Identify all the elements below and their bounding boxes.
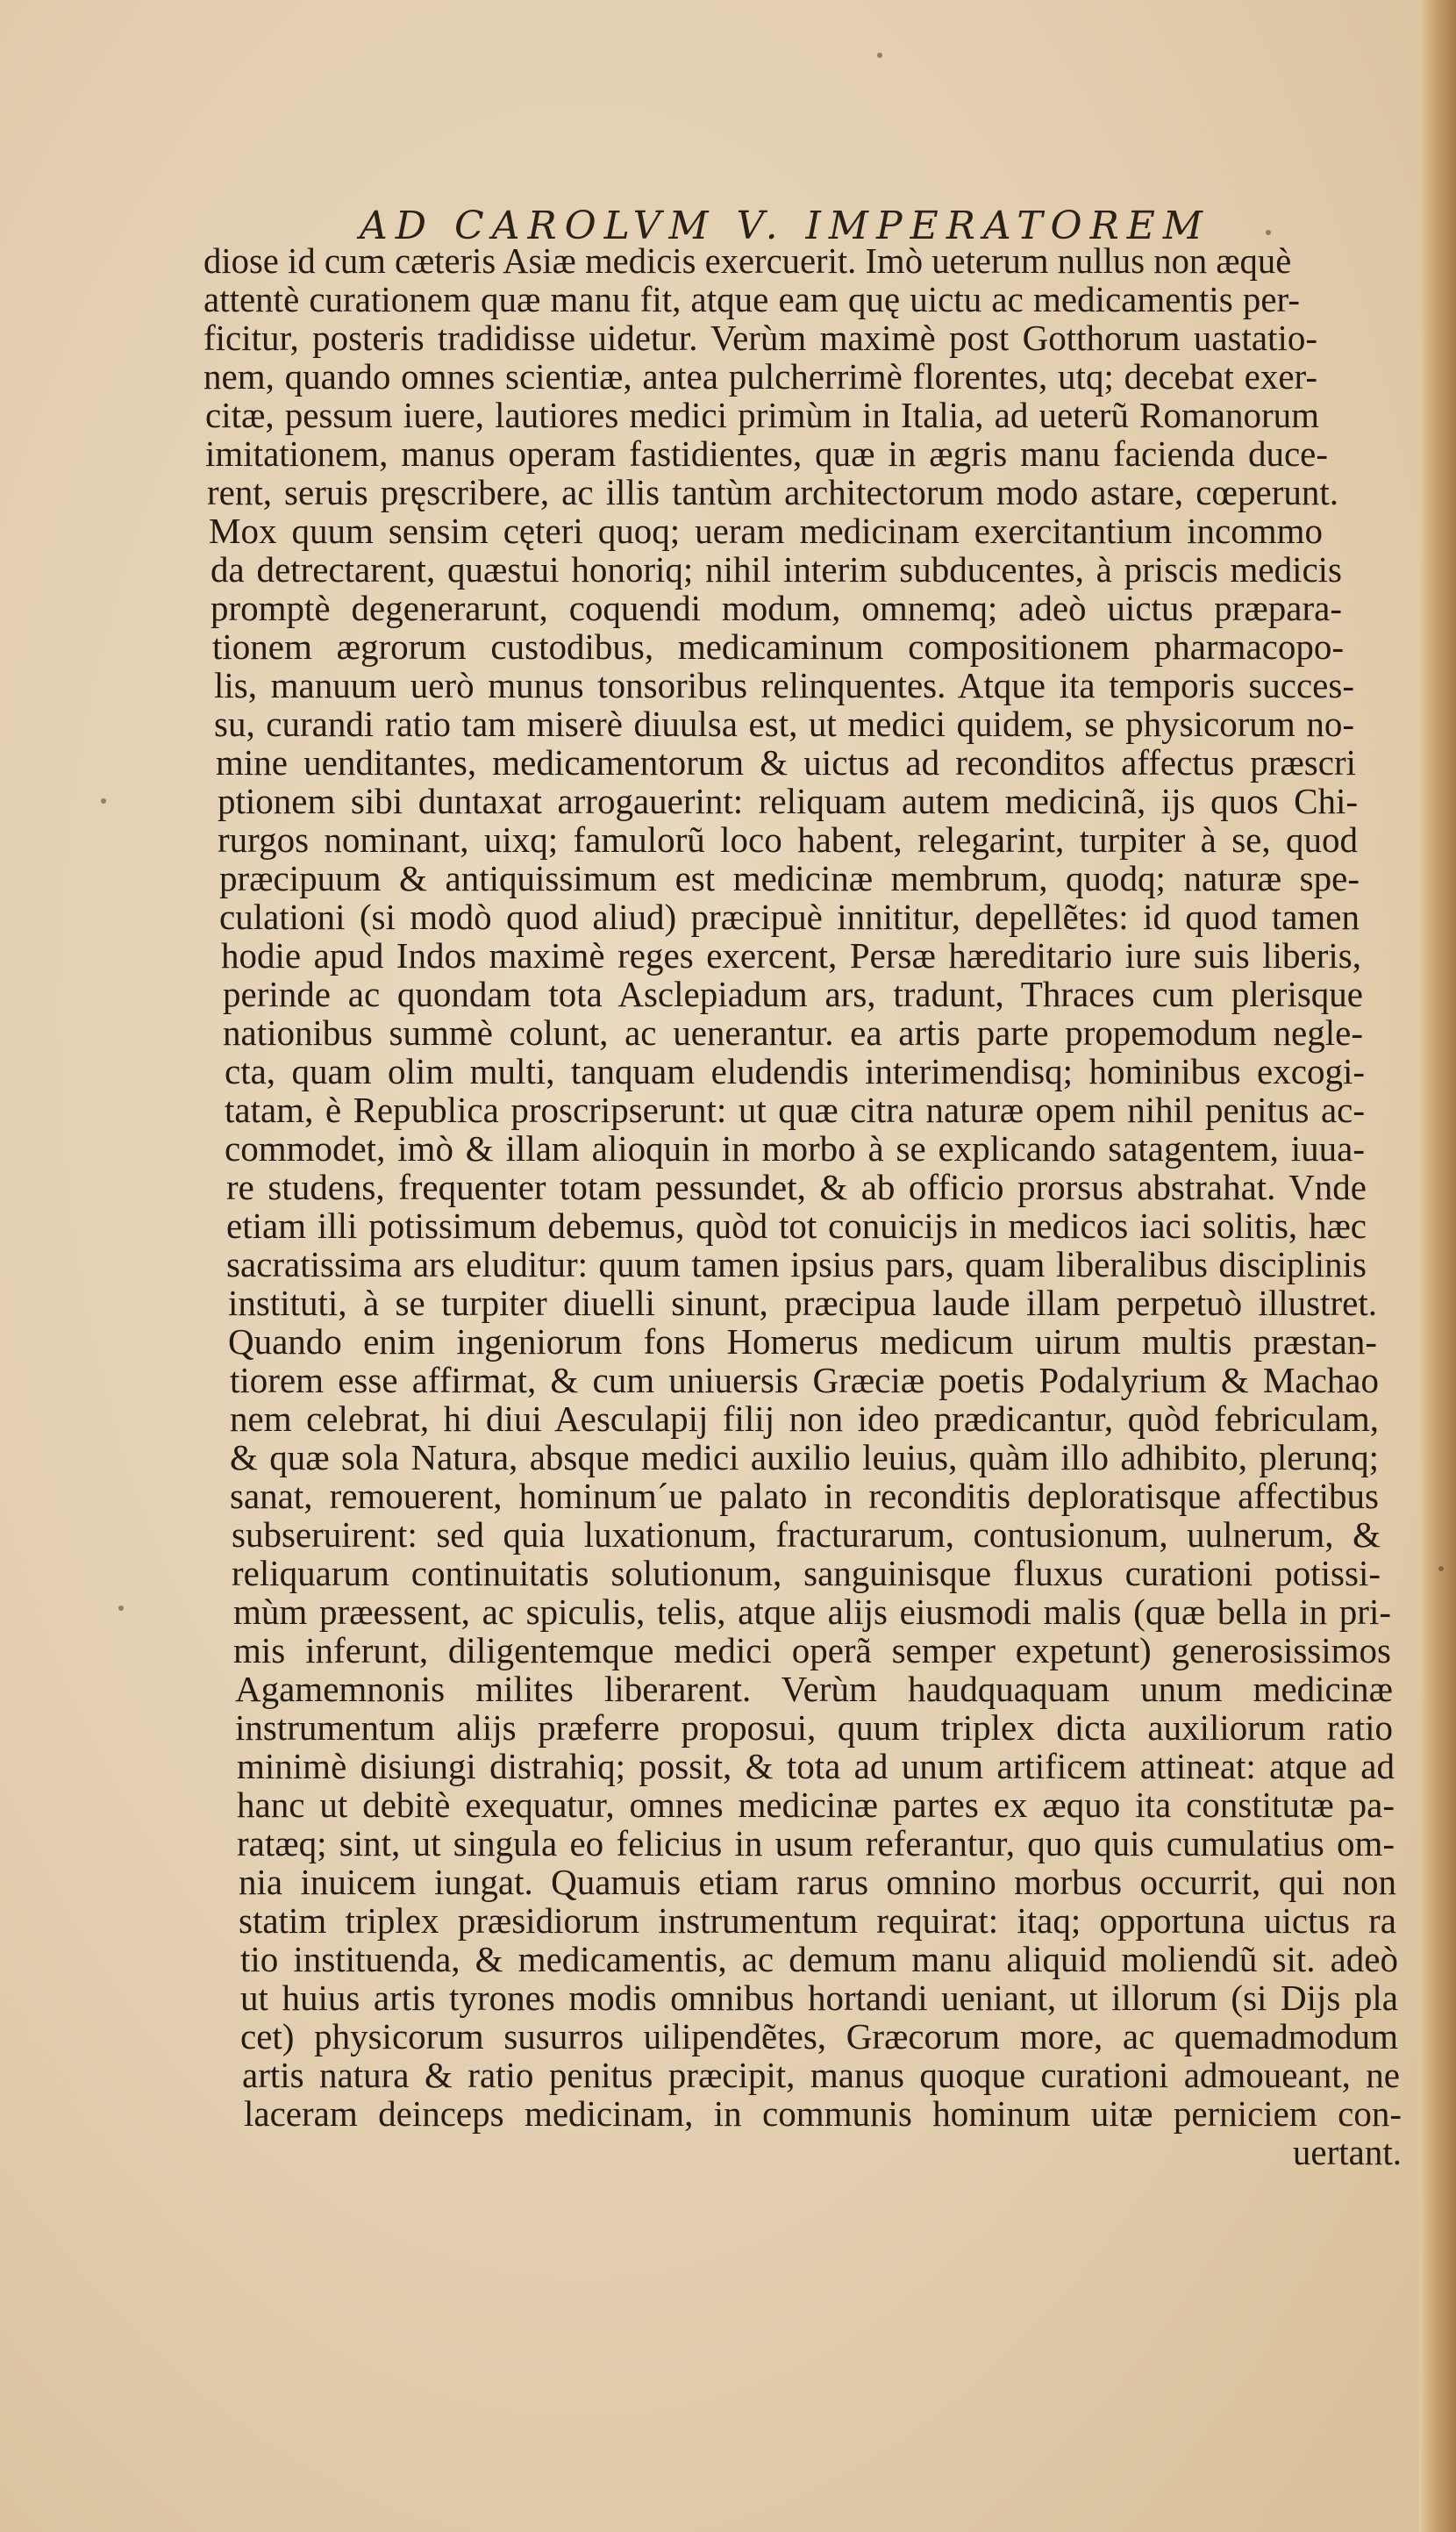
text-line: artis natura & ratio penitus præcipit, manus quoque curationi admoueant, ne xyxy=(242,2055,1400,2095)
ink-spot xyxy=(101,798,106,804)
text-line: ratæq; sint, ut singula eo felicius in usum referantur, quo quis cumulatius om- xyxy=(237,1823,1395,1863)
text-line: tatam, è Republica proscripserunt: ut quæ citra naturæ opem nihil penitus ac- xyxy=(225,1090,1365,1130)
running-head: AD CAROLVM V. IMPERATOREM xyxy=(360,204,1210,248)
text-line: hanc ut debitè exequatur, omnes medicinæ partes ex æquo ita constitutæ pa- xyxy=(237,1785,1395,1825)
text-line: rurgos nominant, uixq; famulorũ loco habent, relegarint, turpiter à se, quod xyxy=(218,819,1358,860)
text-line: mis inferunt, diligentemque medici operã semper expetunt) generosissimos xyxy=(233,1630,1391,1670)
text-line: culationi (si modò quod aliud) præcipuè innititur, depellẽtes: id quod tamen xyxy=(219,897,1360,937)
text-line: sacratissima ars eluditur: quum tamen ipsius pars, quam liberalibus disciplinis xyxy=(226,1244,1367,1284)
text-line: præcipuum & antiquissimum est medicinæ membrum, quodq; naturæ spe- xyxy=(219,858,1360,898)
text-line: statim triplex præsidiorum instrumentum requirat: itaq; opportuna uictus ra xyxy=(239,1900,1396,1941)
text-line: mùm præessent, ac spiculis, telis, atque alijs eiusmodi malis (quæ bella in pri- xyxy=(233,1591,1391,1632)
text-line: Mox quum sensim cęteri quoq; ueram medicinam exercitantium incommo xyxy=(209,511,1323,551)
text-line: nia inuicem iungat. Quamuis etiam rarus omnino morbus occurrit, qui non xyxy=(239,1862,1396,1902)
text-line: re studens, frequenter totam pessundet, & ab officio prorsus abstrahat. Vnde xyxy=(226,1167,1367,1207)
text-line: instituti, à se turpiter diuelli sinunt, præcipua laude illam perpetuò illustret. xyxy=(228,1283,1377,1323)
text-line: & quæ sola Natura, absque medici auxilio leuius, quàm illo adhibito, plerunq; xyxy=(230,1437,1379,1477)
ink-spot xyxy=(118,1606,124,1611)
text-line: laceram deinceps medicinam, in communis hominum uitæ perniciem con- xyxy=(244,2093,1402,2134)
text-line: reliquarum continuitatis solutionum, sanguinisque fluxus curationi potissi- xyxy=(232,1553,1381,1593)
text-line: tio instituenda, & medicamentis, ac demum manu aliquid moliendũ sit. adeò xyxy=(240,1939,1398,1979)
text-line: da detrectarent, quæstui honoriq; nihil interim subducentes, à priscis medicis xyxy=(211,549,1342,590)
text-line: perinde ac quondam tota Asclepiadum ars, tradunt, Thraces cum plerisque xyxy=(223,974,1363,1014)
text-line: subseruirent: sed quia luxationum, fracturarum, contusionum, uulnerum, & xyxy=(232,1514,1381,1555)
text-line: uertant. xyxy=(1292,2132,1402,2172)
text-line: instrumentum alijs præferre proposui, quum triplex dicta auxiliorum ratio xyxy=(235,1707,1393,1748)
page-edge xyxy=(1419,0,1456,2532)
text-line: Quando enim ingeniorum fons Homerus medicum uirum multis præstan- xyxy=(228,1321,1377,1362)
text-line: minimè disiungi distrahiq; possit, & tota ad unum artificem attineat: atque ad xyxy=(237,1746,1395,1786)
text-line: rent, seruis pręscribere, ac illis tantùm architectorum modo astare, cœperunt. xyxy=(207,472,1338,512)
ink-spot xyxy=(1266,230,1271,235)
text-line: promptè degenerarunt, coquendi modum, omnemq; adeò uictus præpara- xyxy=(211,588,1342,628)
text-line: sanat, remouerent, hominum´ue palato in reconditis deploratisque affectibus xyxy=(230,1476,1379,1516)
text-line: etiam illi potissimum debemus, quòd tot conuicijs in medicos iaci solitis, hæc xyxy=(226,1205,1367,1246)
text-line: attentè curationem quæ manu fit, atque eam quę uictu ac medicamentis per- xyxy=(203,279,1300,319)
text-line: diose id cum cæteris Asiæ medicis exercuerit. Imò ueterum nullus non æquè xyxy=(203,240,1292,281)
text-line: cta, quam olim multi, tanquam eludendis interimendisq; hominibus excogi- xyxy=(225,1051,1365,1091)
text-line: citæ, pessum iuere, lautiores medici primùm in Italia, ad ueterũ Romanorum xyxy=(205,395,1319,435)
text-line: imitationem, manus operam fastidientes, quæ in ægris manu facienda duce- xyxy=(205,433,1328,474)
text-line: mine uenditantes, medicamentorum & uictus ad reconditos affectus præscri xyxy=(216,742,1356,783)
text-line: hodie apud Indos maximè reges exercent, Persæ hæreditario iure suis liberis, xyxy=(221,935,1361,976)
text-line: ficitur, posteris tradidisse uidetur. Verùm maximè post Gotthorum uastatio- xyxy=(203,318,1317,358)
text-line: su, curandi ratio tam miserè diuulsa est, ut medici quidem, se physicorum no- xyxy=(214,704,1354,744)
text-line: ptionem sibi duntaxat arrogauerint: reliquam autem medicinã, ijs quos Chi- xyxy=(218,781,1358,821)
text-line: nem, quando omnes scientiæ, antea pulcherrimè florentes, utq; decebat exer- xyxy=(203,356,1317,397)
text-line: cet) physicorum susurros uilipendẽtes, Græcorum more, ac quemadmodum xyxy=(240,2016,1398,2056)
text-line: nationibus summè colunt, ac uenerantur. ea artis parte propemodum negle- xyxy=(223,1012,1363,1053)
ink-spot xyxy=(1438,1566,1444,1571)
text-line: nem celebrat, hi diui Aesculapij filij non ideo prædicantur, quòd febriculam, xyxy=(230,1398,1379,1439)
text-line: Agamemnonis milites liberarent. Verùm haudquaquam unum medicinæ xyxy=(235,1669,1393,1709)
text-line: lis, manuum uerò munus tonsoribus relinquentes. Atque ita temporis succes- xyxy=(214,665,1354,705)
text-line: commodet, imò & illam alioquin in morbo à se explicando satagentem, iuua- xyxy=(225,1128,1365,1169)
text-line: tiorem esse affirmat, & cum uniuersis Græciæ poetis Podalyrium & Machao xyxy=(230,1360,1379,1400)
text-line: tionem ægrorum custodibus, medicaminum compositionem pharmacopo- xyxy=(212,626,1344,667)
ink-spot xyxy=(877,53,882,58)
text-line: ut huius artis tyrones modis omnibus hortandi ueniant, ut illorum (si Dijs pla xyxy=(240,1978,1398,2018)
body-text xyxy=(203,240,1402,2172)
